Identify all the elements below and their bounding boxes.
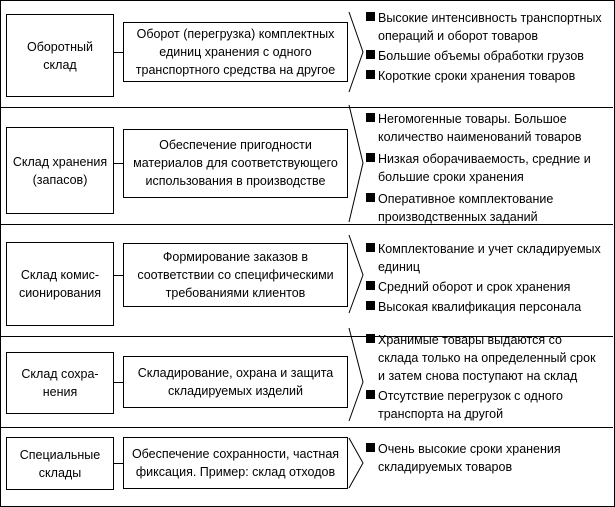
feature-text: Хранимые товары выдаются со склада только на определенный срок и затем снова поступают на склад (378, 333, 596, 383)
function-label: Формирование заказов в соответствии со специфическими требованиями клиентов (137, 250, 334, 300)
function-label: Оборот (перегрузка) комплектных единиц хранения с одного транспортного средства на другое (135, 27, 336, 77)
warehouse-type-label: Склад комис- сионирования (18, 268, 102, 300)
bullet-square-icon (366, 443, 375, 452)
feature-text: Отсутствие перегрузок с одного транспорта на другой (378, 389, 563, 421)
warehouse-type-label: Оборотный склад (26, 39, 94, 72)
function-label: Обеспечение пригодности материалов для соответствующего использования в производстве (133, 138, 338, 188)
brace-path (349, 12, 363, 92)
feature-list (366, 331, 612, 423)
feature-text: Оперативное комплектование производственных заданий (378, 192, 554, 224)
function-label: Складирование, охрана и защита складируемых изделий (137, 366, 334, 398)
feature-list (366, 9, 612, 85)
brace (349, 235, 365, 313)
warehouse-type-box (6, 242, 114, 326)
feature-item (366, 67, 612, 85)
feature-list (366, 110, 612, 226)
warehouse-type-label: Склад сохра- нения (21, 367, 99, 399)
warehouse-type-box (6, 127, 114, 214)
brace-path (349, 328, 363, 421)
row-separator (0, 427, 613, 428)
bullet-square-icon (366, 153, 375, 162)
feature-item (366, 440, 612, 476)
bullet-square-icon (366, 70, 375, 79)
bullet-square-icon (366, 281, 375, 290)
function-box (123, 243, 348, 307)
feature-item (366, 9, 612, 45)
bullet-square-icon (366, 301, 375, 310)
feature-text: Средний оборот и срок хранения (378, 280, 571, 294)
warehouse-type-label: Склад хранения (запасов) (12, 154, 108, 187)
warehouse-type-label: Специальные склады (19, 447, 101, 480)
feature-list (366, 440, 612, 476)
bullet-square-icon (366, 390, 375, 399)
brace-path (349, 235, 363, 313)
brace-path (349, 105, 363, 222)
brace (349, 105, 365, 222)
bullet-square-icon (366, 243, 375, 252)
function-box (123, 437, 348, 489)
feature-list (366, 240, 612, 316)
bullet-square-icon (366, 113, 375, 122)
feature-item (366, 190, 612, 226)
connector-line (114, 463, 123, 464)
brace-path (349, 438, 363, 488)
brace (349, 328, 365, 421)
feature-text: Высокая квалификация персонала (378, 300, 582, 314)
warehouse-type-box (6, 352, 114, 414)
function-label: Обеспечение сохранности, частная фиксация. Пример: склад отходов (131, 447, 340, 479)
feature-item (366, 387, 612, 423)
function-box (123, 22, 348, 82)
feature-item (366, 110, 612, 146)
bullet-square-icon (366, 12, 375, 21)
feature-item (366, 331, 612, 385)
connector-line (114, 52, 123, 53)
bullet-square-icon (366, 193, 375, 202)
feature-text: Комплектование и учет складируемых единиц (378, 242, 601, 274)
bullet-square-icon (366, 334, 375, 343)
feature-item (366, 240, 612, 276)
connector-line (114, 382, 123, 383)
feature-text: Очень высокие сроки хранения складируемых товаров (378, 442, 561, 474)
bullet-square-icon (366, 50, 375, 59)
feature-item (366, 150, 612, 186)
feature-text: Большие объемы обработки грузов (378, 49, 584, 63)
feature-text: Низкая оборачиваемость, средние и большие сроки хранения (378, 152, 591, 184)
brace (349, 438, 365, 488)
row-separator (0, 107, 613, 108)
function-box (123, 356, 348, 408)
brace (349, 12, 365, 92)
feature-item (366, 278, 612, 296)
function-box (123, 129, 348, 198)
feature-item (366, 47, 612, 65)
warehouse-type-box (6, 437, 114, 490)
feature-text: Негомогенные товары. Большое количество наименований товаров (378, 112, 582, 144)
feature-text: Короткие сроки хранения товаров (378, 69, 576, 83)
connector-line (114, 275, 123, 276)
warehouse-type-box (6, 14, 114, 97)
feature-text: Высокие интенсивность транспортных операций и оборот товаров (378, 11, 602, 43)
feature-item (366, 298, 612, 316)
connector-line (114, 163, 123, 164)
